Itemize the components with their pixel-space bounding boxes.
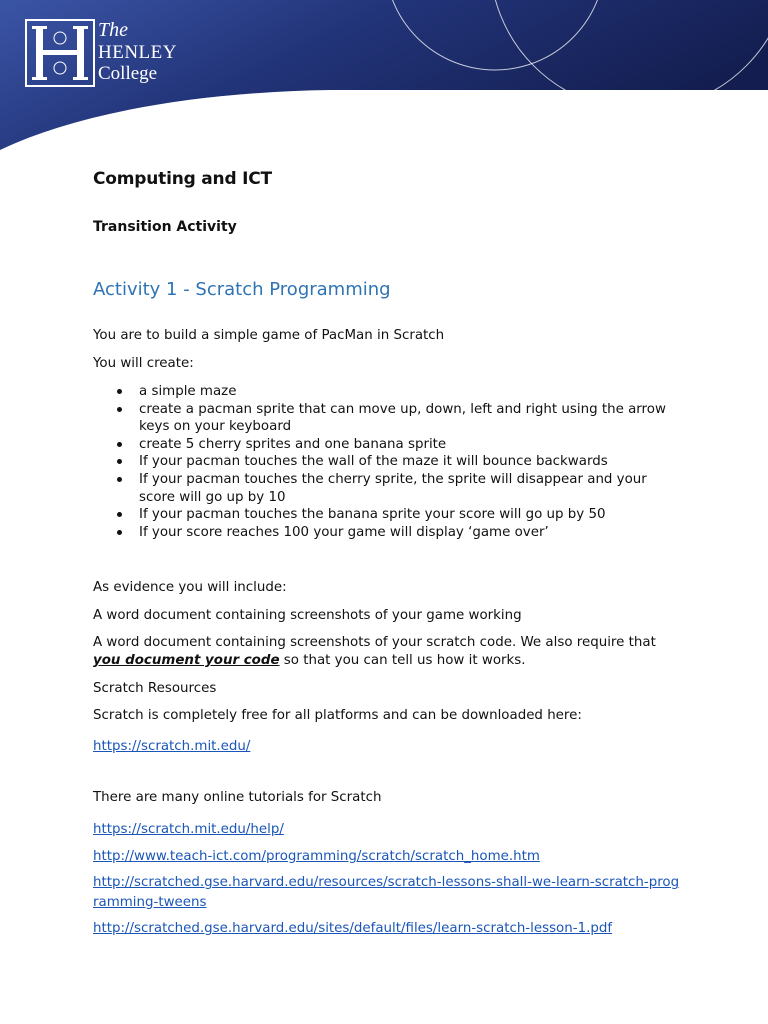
scratch-download-link[interactable]: https://scratch.mit.edu/ <box>93 739 251 754</box>
list-item: If your pacman touches the cherry sprite, the sprite will disappear and your score will go up by 10 <box>93 471 673 506</box>
tutorials-intro-text: There are many online tutorials for Scratch <box>93 790 382 805</box>
tutorial-link-scratched-lessons[interactable]: http://scratched.gse.harvard.edu/resources/scratch-lessons-shall-we-learn-scratch-programming-tweens <box>93 875 680 910</box>
evidence-intro-text: As evidence you will include: <box>93 580 287 595</box>
list-item: a simple maze <box>93 383 673 401</box>
tutorial-link-scratch-help[interactable]: https://scratch.mit.edu/help/ <box>93 822 284 837</box>
tutorial-link-scratched-pdf[interactable]: http://scratched.gse.harvard.edu/sites/default/files/learn-scratch-lesson-1.pdf <box>93 921 613 936</box>
logo-line-college: College <box>98 63 158 84</box>
list-item: If your pacman touches the wall of the maze it will bounce backwards <box>93 453 673 471</box>
resources-text: Scratch is completely free for all platforms and can be downloaded here: <box>93 708 582 723</box>
evidence-item-2: A word document containing screenshots of your scratch code. We also require that <box>93 635 656 650</box>
resources-heading: Scratch Resources <box>93 681 217 696</box>
document-code-emphasis: you document your code <box>93 653 280 668</box>
list-item: If your score reaches 100 your game will display ‘game over’ <box>93 524 673 542</box>
logo-line-henley: HENLEY <box>98 42 177 63</box>
tutorial-link-teach-ict[interactable]: http://www.teach-ict.com/programming/scratch/scratch_home.htm <box>93 849 540 864</box>
page-subtitle: Transition Activity <box>93 219 237 235</box>
evidence-item-2-end: so that you can tell us how it works. <box>279 653 526 668</box>
evidence-item-1: A word document containing screenshots of your game working <box>93 608 522 623</box>
logo-line-the: The <box>98 19 128 41</box>
create-intro-text: You will create: <box>93 356 194 371</box>
list-item: create 5 cherry sprites and one banana sprite <box>93 436 673 454</box>
evidence-item-2-continued <box>93 653 526 668</box>
activity-heading: Activity 1 - Scratch Programming <box>93 279 391 300</box>
list-item: create a pacman sprite that can move up, down, left and right using the arrow keys on your keyboard <box>93 401 673 436</box>
requirements-list <box>93 383 673 541</box>
intro-text: You are to build a simple game of PacMan in Scratch <box>93 328 445 343</box>
list-item: If your pacman touches the banana sprite your score will go up by 50 <box>93 506 673 524</box>
page-title: Computing and ICT <box>93 169 272 189</box>
header-banner <box>0 0 768 160</box>
